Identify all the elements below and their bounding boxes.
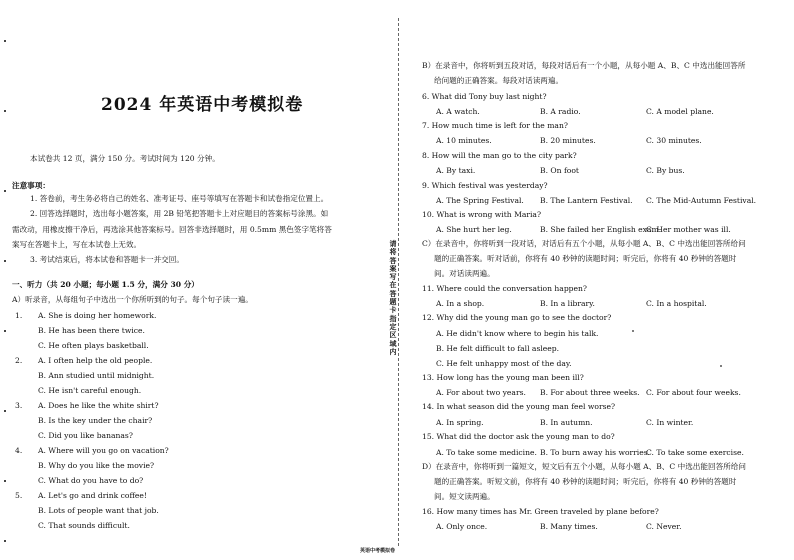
scan-marks <box>4 0 10 560</box>
option: C. For about four weeks. <box>646 388 741 397</box>
option: B. Lots of people want that job. <box>38 506 159 515</box>
option: A. The Spring Festival. <box>436 196 524 205</box>
question: 13. How long has the young man been ill? <box>422 373 584 382</box>
option: C. Never. <box>646 522 682 531</box>
option: B. The Lantern Festival. <box>540 196 633 205</box>
option: C. A model plane. <box>646 107 714 116</box>
notice-line: 案写在答题卡上，写在本试卷上无效。 <box>12 240 142 249</box>
notice-line: 2. 回答选择题时，选出每小题答案，用 2B 铅笔把答题卡上对应题目的答案标号涂黑。如 <box>30 209 329 218</box>
option: A. A watch. <box>436 107 480 116</box>
part-d-instruction: 间。短文读两遍。 <box>434 492 495 501</box>
option: B. He has been there twice. <box>38 326 145 335</box>
intro-text: 本试卷共 12 页，满分 150 分。考试时间为 120 分钟。 <box>30 154 220 163</box>
question-number: 4. <box>15 446 23 455</box>
option: A. For about two years. <box>436 388 526 397</box>
option: C. To take some exercise. <box>646 448 744 457</box>
part-a-instruction: A）听录音，从每组句子中选出一个你所听到的句子。每个句子读一遍。 <box>12 295 253 304</box>
notice-line: 3. 考试结束后，将本试卷和答题卡一并交回。 <box>30 255 184 264</box>
option: B. In autumn. <box>540 418 593 427</box>
part-d-instruction: D）在录音中，你将听到一篇短文，短文后有五个小题，从每小题 A、B、C 中选出能回答所给问 <box>422 462 746 471</box>
notice-title: 注意事项： <box>12 181 50 190</box>
option: B. Why do you like the movie? <box>38 461 155 470</box>
option: A. She hurt her leg. <box>436 225 512 234</box>
option: C. In a hospital. <box>646 299 707 308</box>
option: C. Did you like bananas? <box>38 431 133 440</box>
option: B. For about three weeks. <box>540 388 640 397</box>
notice-line: 1. 答卷前，考生务必将自己的姓名、准考证号、座号等填写在答题卡和试卷指定位置上。 <box>30 194 329 203</box>
part-c-instruction: 间。对话读两遍。 <box>434 269 495 278</box>
option: A. Where will you go on vacation? <box>38 446 169 455</box>
question-number: 3. <box>15 401 23 410</box>
question: 6. What did Tony buy last night? <box>422 92 547 101</box>
option: A. To take some medicine. <box>436 448 537 457</box>
option: B. Is the key under the chair? <box>38 416 153 425</box>
page-footer: 英语中考模拟卷 <box>360 548 396 554</box>
question: 16. How many times has Mr. Green traveled by plane before? <box>422 507 659 516</box>
option: A. I often help the old people. <box>38 356 153 365</box>
option: C. What do you have to do? <box>38 476 144 485</box>
option: A. Does he like the white shirt? <box>38 401 159 410</box>
notice-line: 需改动，用橡皮擦干净后，再选涂其他答案标号。回答非选择题时，用 0.5mm 黑色签字笔将答 <box>12 225 332 234</box>
option: C. The Mid-Autumn Festival. <box>646 196 757 205</box>
option: B. On foot <box>540 166 579 175</box>
option: A. Let's go and drink coffee! <box>38 491 147 500</box>
option: C. By bus. <box>646 166 685 175</box>
scan-dot <box>632 330 634 332</box>
option: A. By taxi. <box>436 166 476 175</box>
question: 10. What is wrong with Maria? <box>422 210 542 219</box>
option: A. 10 minutes. <box>436 136 492 145</box>
option: B. Ann studied until midnight. <box>38 371 155 380</box>
section-heading: 一、听力（共 20 小题；每小题 1.5 分，满分 30 分） <box>12 280 199 289</box>
option: C. In winter. <box>646 418 694 427</box>
option: B. To burn away his worries. <box>540 448 651 457</box>
option: C. He felt unhappy most of the day. <box>436 359 572 368</box>
page-title: 2024 年英语中考模拟卷 <box>101 95 304 115</box>
question: 11. Where could the conversation happen? <box>422 284 587 293</box>
option: B. He felt difficult to fall asleep. <box>436 344 560 353</box>
option: C. Her mother was ill. <box>646 225 731 234</box>
option: C. He often plays basketball. <box>38 341 149 350</box>
part-d-instruction: 题的正确答案。听短文前，你将有 40 秒钟的读题时间；听完后，你将有 40 秒钟的答题时 <box>434 477 737 486</box>
question: 12. Why did the young man go to see the doctor? <box>422 313 612 322</box>
option: C. 30 minutes. <box>646 136 702 145</box>
scan-dot <box>720 365 722 367</box>
question: 9. Which festival was yesterday? <box>422 181 548 190</box>
option: B. 20 minutes. <box>540 136 596 145</box>
question: 14. In what season did the young man feel worse? <box>422 402 616 411</box>
question-number: 1. <box>15 311 23 320</box>
part-b-instruction: 给问题的正确答案。每段对话读两遍。 <box>434 76 564 85</box>
option: A. In spring. <box>436 418 484 427</box>
question-number: 2. <box>15 356 23 365</box>
option: C. That sounds difficult. <box>38 521 130 530</box>
part-b-instruction: B）在录音中，你将听到五段对话，每段对话后有一个小题，从每小题 A、B、C 中选出能回答所 <box>422 61 746 70</box>
option: A. In a shop. <box>436 299 485 308</box>
option: B. Many times. <box>540 522 598 531</box>
question-number: 5. <box>15 491 23 500</box>
option: B. She failed her English exam. <box>540 225 662 234</box>
question: 15. What did the doctor ask the young man to do? <box>422 432 615 441</box>
column-divider <box>398 18 400 546</box>
question: 7. How much time is left for the man? <box>422 121 568 130</box>
part-c-instruction: C）在录音中，你将听到一段对话，对话后有五个小题，从每小题 A、B、C 中选出能回答所给问 <box>422 239 746 248</box>
option: B. A radio. <box>540 107 581 116</box>
binding-margin-note: 请将答案写在答题卡指定区域内 <box>389 239 397 356</box>
option: C. He isn't careful enough. <box>38 386 142 395</box>
option: B. In a library. <box>540 299 595 308</box>
part-c-instruction: 题的正确答案。听对话前，你将有 40 秒钟的读题时间；听完后，你将有 40 秒钟的答题时 <box>434 254 737 263</box>
question: 8. How will the man go to the city park? <box>422 151 577 160</box>
option: A. Only once. <box>436 522 488 531</box>
option: A. She is doing her homework. <box>38 311 157 320</box>
option: A. He didn't know where to begin his talk. <box>436 329 599 338</box>
